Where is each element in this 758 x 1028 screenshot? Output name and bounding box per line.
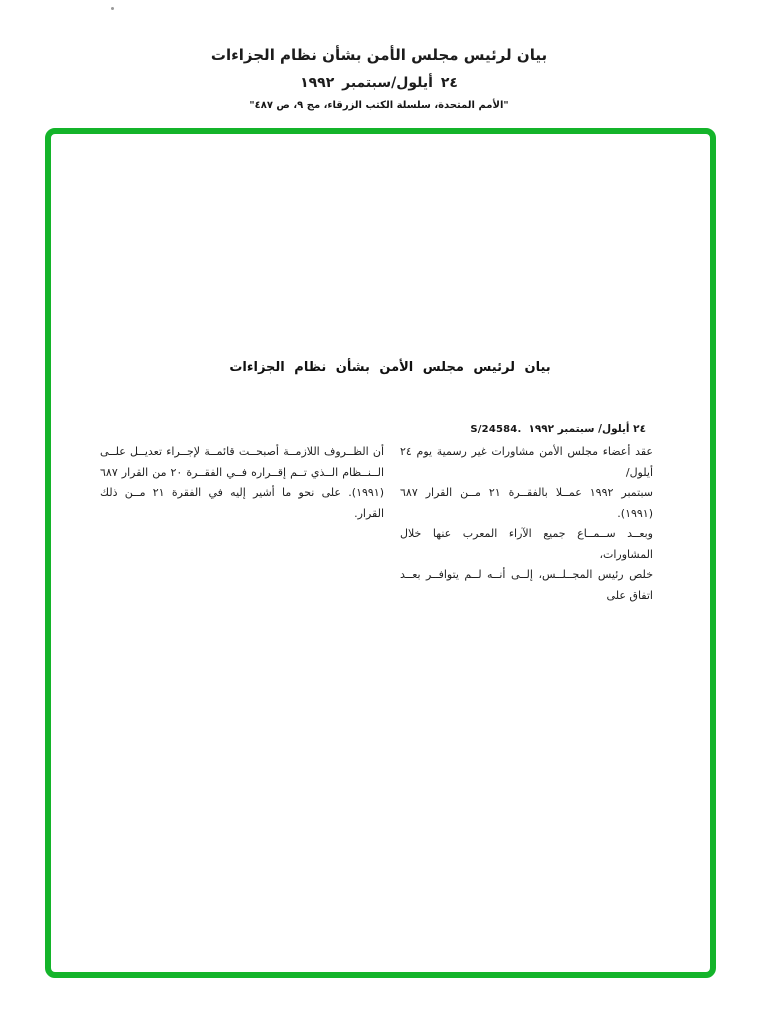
text-column-right xyxy=(400,442,653,606)
page-title: بيان لرئيس مجلس الأمن بشأن نظام الجزاءات xyxy=(210,46,548,64)
text-column-left xyxy=(100,442,384,606)
document-title: بيان لرئيس مجلس الأمن بشأن نظام الجزاءات xyxy=(229,360,551,375)
text-line: أن الظــروف اللازمــة أصبحــت قائمــة لإجــراء تعديــل علــى xyxy=(100,445,384,458)
text-line: القرار. xyxy=(354,506,384,520)
scan-artifact-dot xyxy=(111,7,114,10)
text-line: خلص رئيس المجــلــس، إلــى أنــه لــم يتوافــر بعــد اتفاق على xyxy=(400,568,653,602)
document-symbol-line xyxy=(470,423,646,435)
text-line: الــنــظام الــذي تــم إقــراره فــي الفقــرة ٢٠ من القرار ٦٨٧ xyxy=(100,465,384,479)
text-line: وبعــد ســمــاع جميع الآراء المعرب عنها خلال المشاورات، xyxy=(400,527,653,561)
page-date: ٢٤ أيلول/سبتمبر ١٩٩٢ xyxy=(300,75,458,91)
document-body-columns xyxy=(100,442,653,606)
text-line: سبتمبر ١٩٩٢ عمــلا بالفقــرة ٢١ مــن القرار ٦٨٧ (١٩٩١). xyxy=(400,486,654,520)
text-line: عقد أعضاء مجلس الأمن مشاورات غير رسمية يوم ٢٤ أيلول/ xyxy=(400,445,653,479)
document-symbol: S/24584. xyxy=(470,424,522,435)
page-source-citation: "الأمم المتحدة، سلسلة الكتب الزرقاء، مج ٩، ص ٤٨٧" xyxy=(249,100,509,111)
document-date: ٢٤ أيلول/ سبتمبر ١٩٩٢ xyxy=(528,423,646,435)
text-line: (١٩٩١). على نحو ما أشير إليه في الفقرة ٢١ مــن ذلك xyxy=(100,486,384,499)
